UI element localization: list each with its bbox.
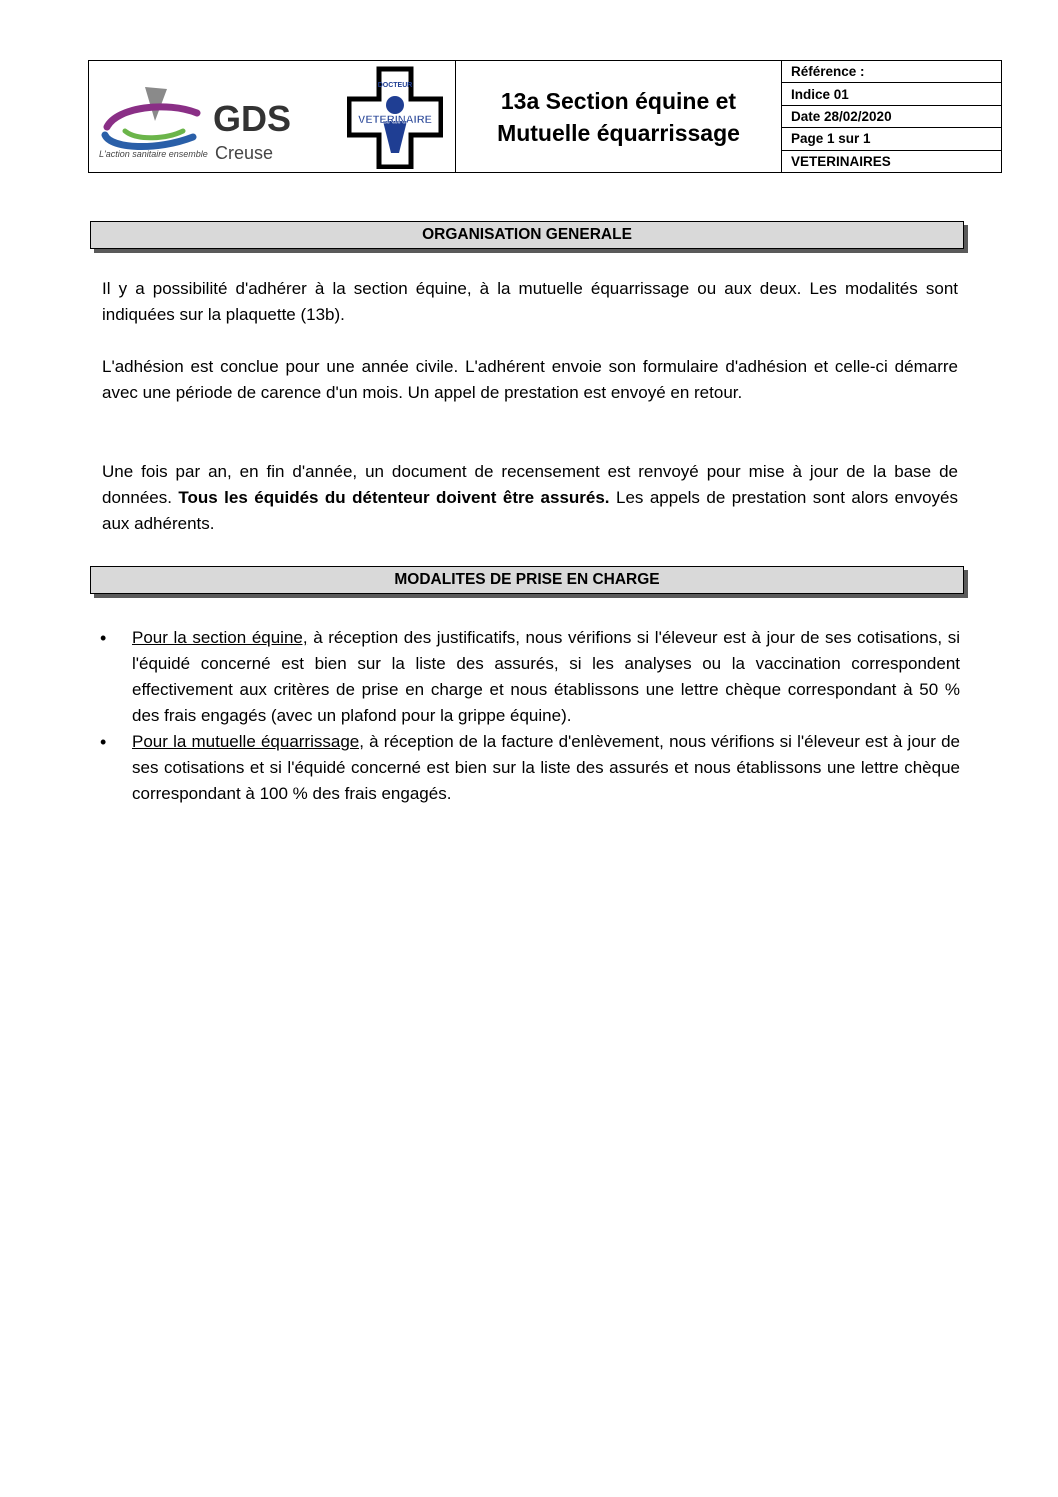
title-line-2: Mutuelle équarrissage — [497, 119, 740, 146]
bullet-lead: Pour la section équine, — [132, 628, 308, 647]
svg-text:L'action sanitaire ensemble: L'action sanitaire ensemble — [99, 149, 208, 159]
bullet-text: à réception des justificatifs, nous vérifions si l'éleveur est à jour de ses cotisations, si l'équidé concerné est bien sur la liste des assurés, si les analyses ou la vaccination correspondent effectivement aux critères de prise en charge et nous établissons une lettre chèque correspondant à 50 % des frais engagés (avec un plafond pour la grippe équine). — [132, 628, 960, 725]
census-text-a: Une fois par an, en fin d'année, un document de recensement est renvoyé pour mise à jour de la base de données. — [102, 462, 958, 507]
ref-row-audience: VETERINAIRES — [791, 153, 891, 169]
paragraph-adhesion-terms: L'adhésion est conclue pour une année civile. L'adhérent envoie son formulaire d'adhésion et celle-ci démarre avec une période de carence d'un mois. Un appel de prestation est envoyé en retour. — [102, 357, 958, 402]
list-item-section-equine — [100, 625, 960, 729]
svg-text:DOCTEUR: DOCTEUR — [377, 82, 413, 89]
ref-row-indice: Indice 01 — [782, 83, 1001, 105]
census-text-b: Les appels de prestation sont alors envoyés aux adhérents. — [102, 488, 958, 533]
paragraph-census — [102, 459, 958, 537]
gds-creuse-logo — [97, 69, 317, 165]
bullet-text: à réception de la facture d'enlèvement, nous vérifions si l'éleveur est à jour de ses cotisations et si l'équidé concerné est bien sur la liste des assurés et nous établissons une lettre chèque correspondant à 100 % des frais engagés. — [132, 732, 961, 803]
ref-row-page: Page 1 sur 1 — [782, 128, 1001, 150]
section-heading-modalites: MODALITES DE PRISE EN CHARGE — [90, 566, 964, 594]
modalites-list — [100, 625, 960, 807]
bullet-icon: • — [100, 628, 107, 648]
bullet-icon: • — [100, 732, 107, 752]
bullet-lead: Pour la mutuelle équarrissage, — [132, 732, 364, 751]
paragraph-adhesion-options: Il y a possibilité d'adhérer à la section équine, à la mutuelle équarrissage ou aux deux. Les modalités sont indiquées sur la plaquette (13b). — [102, 279, 958, 324]
veterinaire-cross-logo — [347, 65, 443, 169]
census-text-bold: Tous les équidés du détenteur doivent être assurés. — [178, 488, 610, 507]
svg-text:GDS: GDS — [213, 98, 292, 139]
document-title — [456, 61, 782, 172]
reference-table — [782, 61, 1001, 172]
svg-text:Creuse: Creuse — [215, 143, 274, 163]
document-header — [88, 60, 1002, 173]
svg-text:VETERINAIRE: VETERINAIRE — [358, 114, 432, 126]
list-item-mutuelle-equarrissage — [100, 729, 960, 807]
ref-row-reference: Référence : — [782, 61, 1001, 83]
section-heading-organisation: ORGANISATION GENERALE — [90, 221, 964, 249]
logo-cell — [89, 61, 456, 172]
title-line-1: 13a Section équine et — [500, 87, 737, 114]
ref-row-date: Date 28/02/2020 — [782, 106, 1001, 128]
